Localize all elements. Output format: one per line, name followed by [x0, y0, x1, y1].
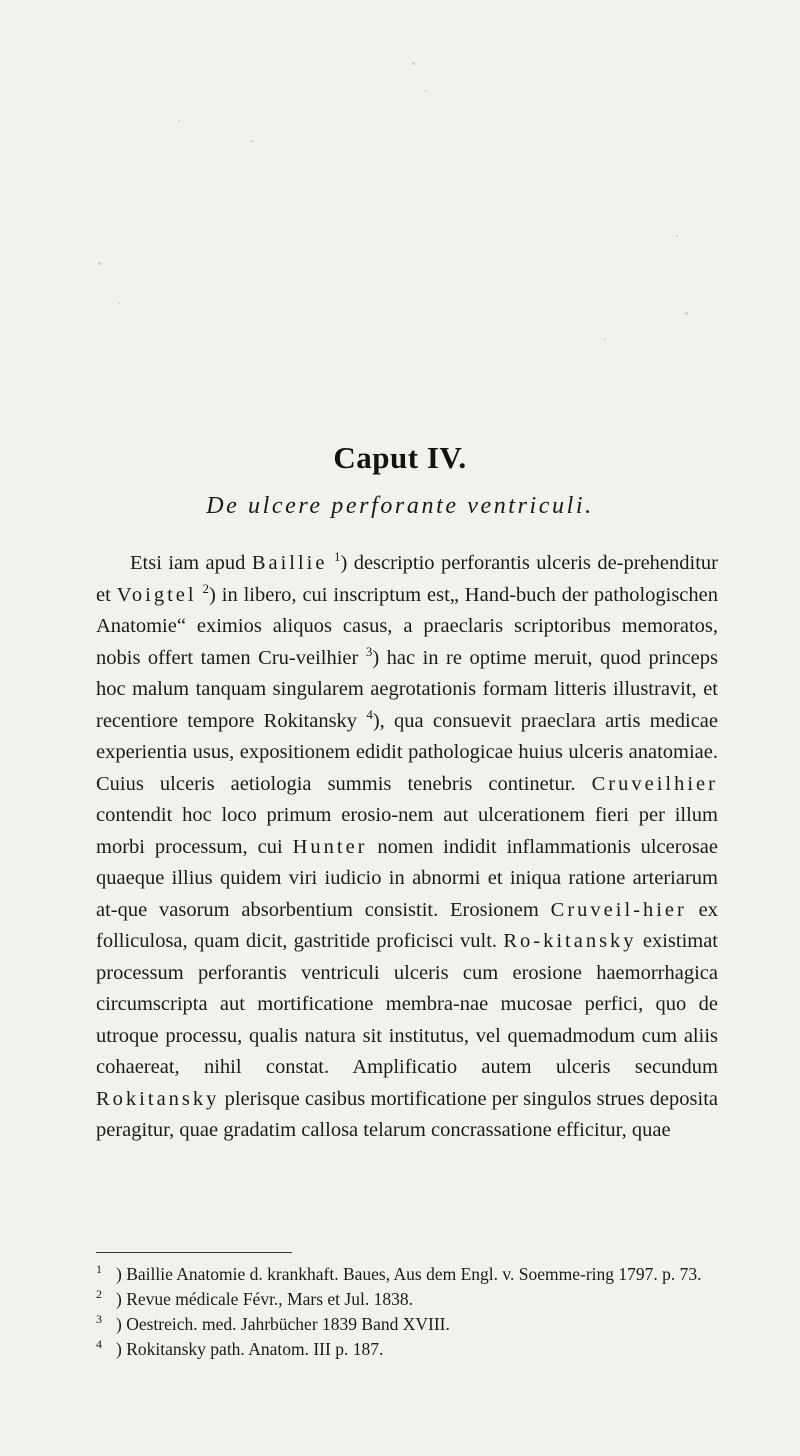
footnote-item: 2 ) Revue médicale Févr., Mars et Jul. 1838.	[96, 1287, 413, 1309]
paper-speck	[118, 302, 120, 304]
text-run: Etsi iam apud	[130, 552, 252, 574]
paper-speck	[98, 262, 101, 265]
footnote-item: 3 ) Oestreich. med. Jahrbücher 1839 Band XVIII.	[96, 1312, 450, 1334]
text-run: ) in libero, cui inscriptum est„ Hand-buch der pathologischen Anatomie“ eximios aliquos casus, a praeclaris scriptoribus memoratos, nobis offert tamen Cru-veilhier	[96, 583, 719, 669]
footnote-text: ) Rokitansky path. Anatom. III p. 187.	[116, 1339, 384, 1359]
footnote-ref-2: 2	[202, 580, 209, 596]
author-name-cruveilhier: Cruveilhier	[591, 772, 718, 795]
footnote-text: ) Oestreich. med. Jahrbücher 1839 Band XVIII.	[116, 1314, 450, 1334]
footnote-divider	[96, 1252, 292, 1253]
footnote-text: ) Revue médicale Févr., Mars et Jul. 1838.	[116, 1289, 413, 1309]
paper-speck	[412, 62, 415, 65]
author-name-baillie: Baillie	[251, 552, 328, 574]
footnote-ref-4: 4	[366, 706, 373, 722]
paper-speck	[685, 312, 688, 315]
paper-speck	[178, 120, 180, 122]
text-run: contendit hoc loco primum erosio-nem aut ulcerationem fieri per illum morbi processum, cui	[96, 804, 718, 858]
text-run: nomen indidit inflammationis ulcerosae quaeque illius quidem viri iudicio in abnormi et iniqua ratione arteriarum at-que vasorum absorbentium consistit. Erosionem	[96, 835, 718, 921]
text-run: ) hac in re optime meruit, quod princeps hoc malum tanquam singularem aegrotationis formam litteris illustravit, et recentiore tempore Rokitansky	[96, 646, 718, 732]
author-name-cruveilhier-2: Cruveil-hier	[550, 898, 687, 921]
author-name-hunter: Hunter	[292, 835, 368, 858]
text-run: existimat processum perforantis ventriculi ulceris cum erosione haemorrhagica circumscripta aut mortificatione membra-nae mucosae perfici, quo de utroque processu, qualis natura sit institutus, vel quemadmodum cum aliis cohaereat, nihil constat. Amplificatio autem ulceris secundum	[96, 930, 719, 1078]
author-name-voigtel: Voigtel	[116, 583, 197, 606]
author-name-rokitansky-2: Rokitansky	[96, 1087, 220, 1110]
main-paragraph	[96, 548, 718, 1147]
paper-speck	[425, 90, 427, 92]
text-run: ) descriptio perforantis ulceris de-prehenditur et	[96, 552, 718, 606]
text-run: ex folliculosa, quam dicit, gastritide proficisci vult.	[96, 898, 718, 952]
text-run: ), qua consuevit praeclara artis medicae experientia usus, expositionem edidit pathologicae huius ulceris anatomiae. Cuius ulceris aetiologia summis tenebris continetur.	[96, 709, 718, 795]
chapter-subtitle: De ulcere perforante ventriculi.	[206, 493, 594, 519]
text-run: plerisque casibus mortificatione per singulos strues deposita peragitur, quae gradatim callosa telarum concrassatione efficitur, quae	[96, 1087, 718, 1141]
paper-speck	[250, 140, 253, 142]
paragraph-text	[96, 548, 718, 1147]
footnotes	[96, 1262, 718, 1362]
footnote-ref-1: 1	[333, 549, 341, 565]
footnote-item: 1 ) Baillie Anatomie d. krankhaft. Baues, Aus dem Engl. v. Soemme-ring 1797. p. 73.	[96, 1262, 702, 1284]
footnote-ref-3: 3	[365, 643, 373, 659]
paper-speck	[604, 338, 606, 340]
footnote-item: 4 ) Rokitansky path. Anatom. III p. 187.	[96, 1337, 384, 1359]
footnote-text: ) Baillie Anatomie d. krankhaft. Baues, Aus dem Engl. v. Soemme-ring 1797. p. 73.	[116, 1264, 702, 1284]
author-name-rokitansky: Ro-kitansky	[503, 930, 637, 952]
paper-speck	[676, 235, 678, 237]
chapter-title: Caput IV.	[333, 440, 467, 475]
